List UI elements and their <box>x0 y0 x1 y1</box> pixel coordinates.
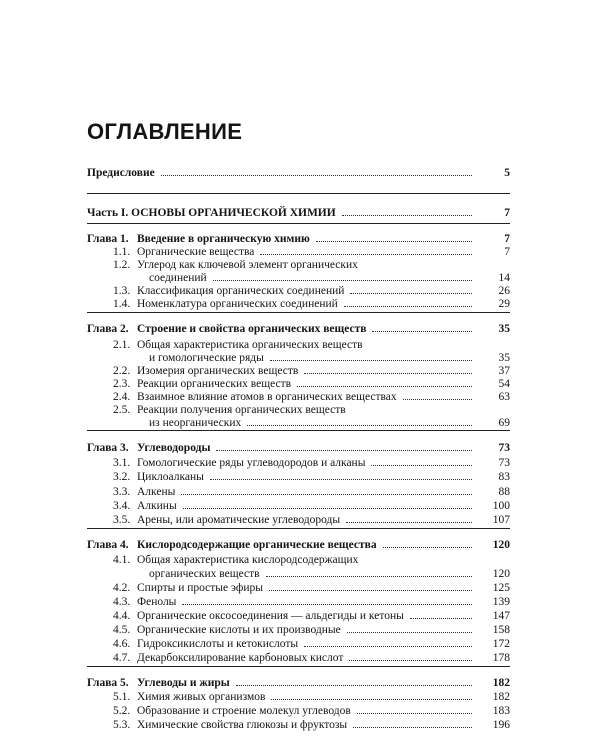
toc-entry-title: Общая характеристика кислородсодержащих <box>137 554 359 566</box>
toc-page-number: 14 <box>478 271 510 285</box>
toc-page-number: 26 <box>478 284 510 298</box>
toc-entry <box>0 271 600 285</box>
dot-leader <box>161 175 472 176</box>
toc-entry <box>0 651 600 665</box>
toc-entry-number: 1.2. <box>113 259 131 271</box>
toc-entry-number: 1.4. <box>113 298 131 310</box>
toc-entry-title: Химические свойства глюкозы и фруктозы <box>137 719 348 731</box>
dot-leader <box>357 713 472 714</box>
dot-leader <box>266 576 472 577</box>
toc-page-number: 35 <box>478 322 510 336</box>
toc-page-number: 7 <box>478 245 510 259</box>
dot-leader <box>383 547 472 548</box>
toc-entry <box>0 364 600 378</box>
toc-entry-title: Предисловие <box>87 167 155 179</box>
dot-leader <box>350 293 472 294</box>
toc-heading-entry <box>0 322 600 336</box>
dot-leader <box>346 522 472 523</box>
toc-page-number: 7 <box>478 206 510 220</box>
toc-entry-number: 4.7. <box>113 652 131 664</box>
toc-entry-title: Циклоалканы <box>137 471 204 483</box>
toc-page-number: 120 <box>478 538 510 552</box>
toc-entry-number: Глава 1. <box>87 233 129 245</box>
toc-entry-number: 4.2. <box>113 582 131 594</box>
toc-entry-title: Органические кислоты и их производные <box>137 624 341 636</box>
dot-leader <box>236 685 472 686</box>
toc-entry-number: 1.3. <box>113 285 131 297</box>
section-divider <box>87 312 510 313</box>
toc-page-number: 69 <box>478 416 510 430</box>
toc-entry <box>0 595 600 609</box>
toc-entry-title: Изомерия органических веществ <box>137 365 299 377</box>
toc-entry-title: из неорганических <box>149 417 242 429</box>
toc-entry-number: 5.2. <box>113 705 131 717</box>
toc-entry-title: Гидроксикислоты и кетокислоты <box>137 638 299 650</box>
toc-entry-number: 4.4. <box>113 610 131 622</box>
toc-entry-number: 2.1. <box>113 339 131 351</box>
toc-entry <box>0 623 600 637</box>
toc-entry-title: Кислородсодержащие органические вещества <box>137 539 377 551</box>
toc-entry <box>0 581 600 595</box>
toc-entry-title: Органические вещества <box>137 246 255 258</box>
toc-entry-number: 4.3. <box>113 596 131 608</box>
toc-entry-title: Спирты и простые эфиры <box>137 582 263 594</box>
toc-entry <box>0 513 600 527</box>
toc-entry <box>0 553 600 567</box>
dot-leader <box>271 699 472 700</box>
toc-page-number: 63 <box>478 390 510 404</box>
dot-leader <box>372 331 472 332</box>
dot-leader <box>316 241 472 242</box>
toc-page-number: 147 <box>478 609 510 623</box>
section-divider <box>87 193 510 194</box>
toc-entry <box>0 567 600 581</box>
toc-entry-title: и гомологические ряды <box>149 352 264 364</box>
dot-leader <box>304 646 472 647</box>
dot-leader <box>297 386 472 387</box>
dot-leader <box>182 604 472 605</box>
toc-heading-entry <box>0 676 600 690</box>
toc-entry-title: Образование и строение молекул углеводов <box>137 705 351 717</box>
dot-leader <box>269 590 472 591</box>
section-divider <box>87 223 510 224</box>
section-divider <box>87 666 510 667</box>
dot-leader <box>347 632 472 633</box>
toc-entry <box>0 284 600 298</box>
toc-entry-title: Введение в органическую химию <box>137 233 310 245</box>
toc-heading-entry <box>0 441 600 455</box>
toc-entry-number: 3.1. <box>113 457 131 469</box>
toc-page-number: 100 <box>478 499 510 513</box>
toc-entry-title: Декарбоксилирование карбоновых кислот <box>137 652 344 664</box>
toc-page-number: 29 <box>478 297 510 311</box>
toc-entry-title: Фенолы <box>137 596 177 608</box>
toc-page-number: 178 <box>478 651 510 665</box>
toc-entry-number: Глава 5. <box>87 677 129 689</box>
toc-page-number: 139 <box>478 595 510 609</box>
toc-entry-title: Алкены <box>137 486 176 498</box>
toc-entry-title: Углеводы и жиры <box>137 677 230 689</box>
toc-entry-number: Глава 2. <box>87 323 129 335</box>
toc-entry-title: Углерод как ключевой элемент органических <box>137 259 358 271</box>
toc-entry-number: 4.6. <box>113 638 131 650</box>
toc-entry-title: Взаимное влияние атомов в органических веществах <box>137 391 397 403</box>
toc-entry-number: Глава 4. <box>87 539 129 551</box>
toc-page-number: 73 <box>478 456 510 470</box>
toc-entry <box>0 258 600 272</box>
toc-heading-entry <box>0 232 600 246</box>
dot-leader <box>181 494 472 495</box>
toc-entry <box>0 456 600 470</box>
toc-entry-title: Реакции органических веществ <box>137 378 292 390</box>
toc-entry-number: 3.4. <box>113 500 131 512</box>
toc-page-number: 88 <box>478 485 510 499</box>
toc-heading-entry <box>0 538 600 552</box>
toc-entry-number: 2.2. <box>113 365 131 377</box>
dot-leader <box>304 373 472 374</box>
toc-page-number: 125 <box>478 581 510 595</box>
toc-entry <box>0 718 600 732</box>
toc-entry <box>0 245 600 259</box>
dot-leader <box>213 280 472 281</box>
toc-entry-number: 4.5. <box>113 624 131 636</box>
toc-entry-title: Углеводороды <box>137 442 211 454</box>
toc-entry-title: Органические оксосоединения — альдегиды и кетоны <box>137 610 404 622</box>
toc-entry-title: Номенклатура органических соединений <box>137 298 338 310</box>
toc-page-number: 5 <box>478 166 510 180</box>
toc-entry <box>0 416 600 430</box>
toc-entry <box>0 470 600 484</box>
dot-leader <box>410 618 472 619</box>
toc-entry-title: органических веществ <box>149 568 260 580</box>
toc-entry-number: 1.1. <box>113 246 131 258</box>
toc-entry-title: Алкины <box>137 500 177 512</box>
dot-leader <box>210 479 472 480</box>
toc-page-number: 120 <box>478 567 510 581</box>
toc-entry <box>0 499 600 513</box>
section-divider <box>87 430 510 431</box>
toc-page-number: 196 <box>478 718 510 732</box>
toc-page-number: 107 <box>478 513 510 527</box>
toc-entry <box>0 297 600 311</box>
toc-page-number: 83 <box>478 470 510 484</box>
toc-entry-number: 2.5. <box>113 404 131 416</box>
toc-entry <box>0 690 600 704</box>
dot-leader <box>270 360 472 361</box>
toc-page-number: 172 <box>478 637 510 651</box>
toc-entry <box>0 390 600 404</box>
toc-page-number: 182 <box>478 676 510 690</box>
toc-title: ОГЛАВЛЕНИЕ <box>87 119 243 144</box>
dot-leader <box>403 399 472 400</box>
toc-entry <box>0 403 600 417</box>
toc-entry-title: Общая характеристика органических веществ <box>137 339 363 351</box>
dot-leader <box>247 425 472 426</box>
toc-entry-title: Химия живых организмов <box>137 691 266 703</box>
toc-entry-number: 3.2. <box>113 471 131 483</box>
toc-entry <box>0 377 600 391</box>
toc-entry-title: Арены, или ароматические углеводороды <box>137 514 341 526</box>
toc-entry-title: Строение и свойства органических веществ <box>137 323 367 335</box>
toc-page-number: 183 <box>478 704 510 718</box>
toc-entry <box>0 637 600 651</box>
dot-leader <box>342 215 472 216</box>
toc-page-number: 54 <box>478 377 510 391</box>
dot-leader <box>349 660 472 661</box>
toc-entry-number: Глава 3. <box>87 442 129 454</box>
toc-page-number: 35 <box>478 351 510 365</box>
toc-entry-number: 5.1. <box>113 691 131 703</box>
section-divider <box>87 528 510 529</box>
toc-page-number: 37 <box>478 364 510 378</box>
toc-page-number: 158 <box>478 623 510 637</box>
toc-heading-entry <box>0 166 600 180</box>
dot-leader <box>371 465 472 466</box>
toc-entry <box>0 609 600 623</box>
dot-leader <box>344 306 472 307</box>
toc-entry-title: Классификация органических соединений <box>137 285 345 297</box>
toc-entry-title: Реакции получения органических веществ <box>137 404 346 416</box>
dot-leader <box>216 450 472 451</box>
toc-entry-title: Часть I. ОСНОВЫ ОРГАНИЧЕСКОЙ ХИМИИ <box>87 207 336 219</box>
toc-entry-number: 3.3. <box>113 486 131 498</box>
toc-heading-entry <box>0 206 600 220</box>
dot-leader <box>183 508 472 509</box>
toc-entry-title: Гомологические ряды углеводородов и алканы <box>137 457 366 469</box>
toc-entry-number: 4.1. <box>113 554 131 566</box>
toc-page-number: 182 <box>478 690 510 704</box>
toc-entry <box>0 351 600 365</box>
toc-entry-number: 2.3. <box>113 378 131 390</box>
toc-page-number: 7 <box>478 232 510 246</box>
toc-entry <box>0 704 600 718</box>
toc-entry-number: 5.3. <box>113 719 131 731</box>
toc-entry-number: 3.5. <box>113 514 131 526</box>
dot-leader <box>353 727 472 728</box>
toc-entry-number: 2.4. <box>113 391 131 403</box>
toc-page-number: 73 <box>478 441 510 455</box>
toc-entry-title: соединений <box>149 272 207 284</box>
dot-leader <box>260 254 472 255</box>
toc-entry <box>0 485 600 499</box>
toc-entry <box>0 338 600 352</box>
